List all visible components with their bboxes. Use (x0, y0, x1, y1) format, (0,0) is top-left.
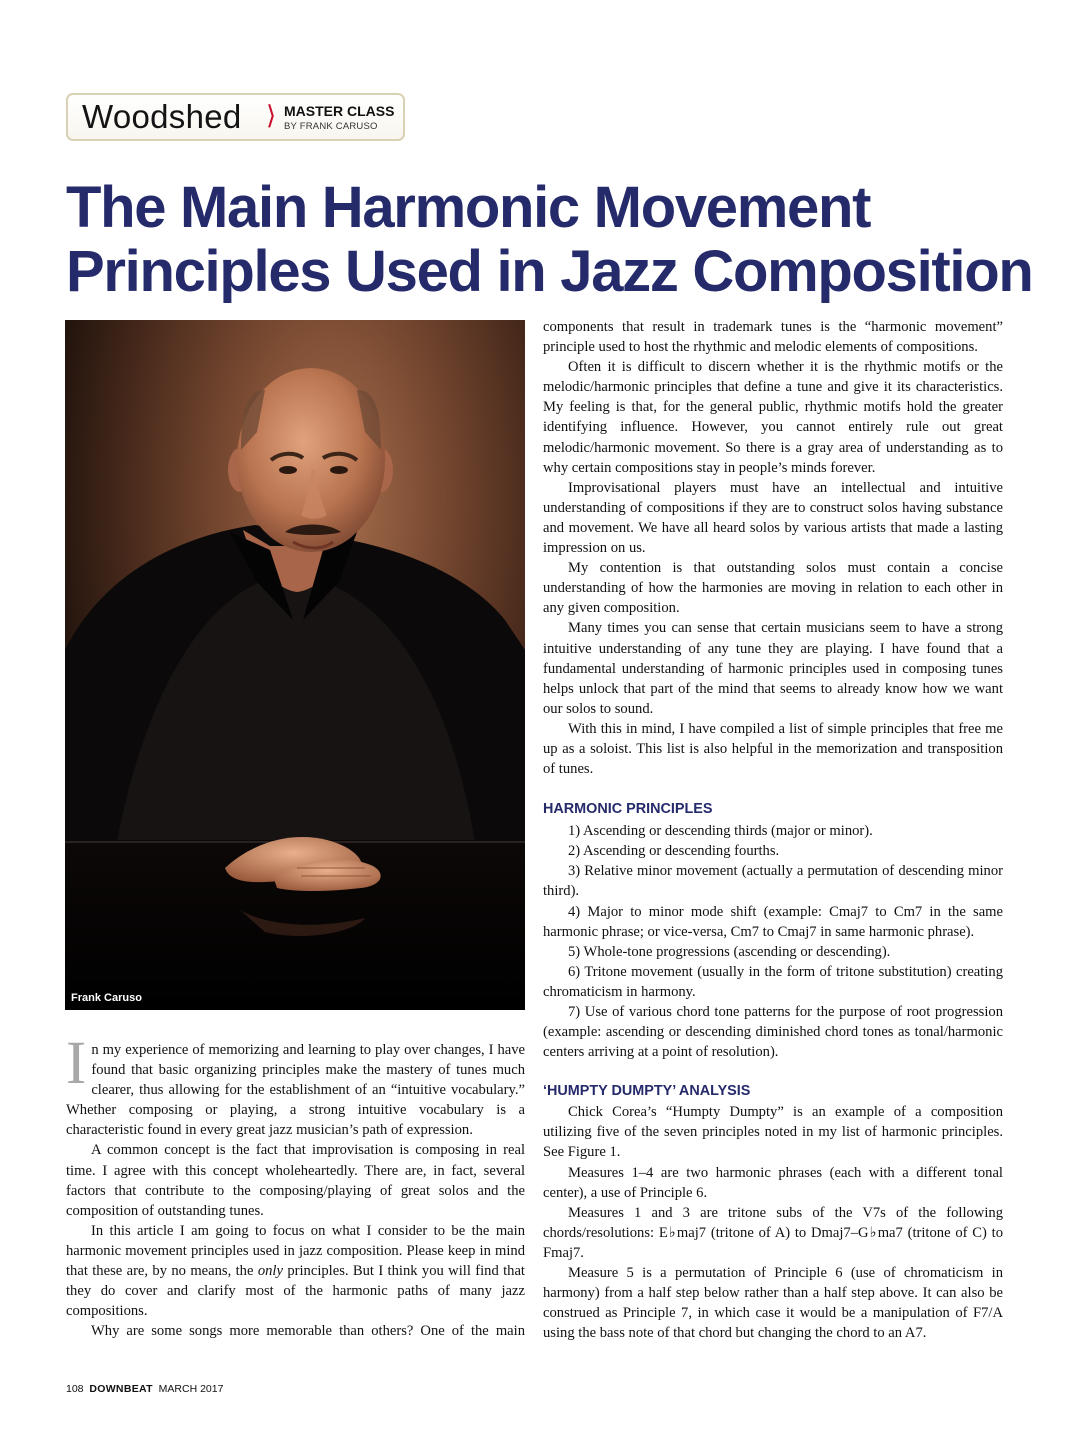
headline-line-2: Principles Used in Jazz Composition (66, 239, 1033, 304)
body-paragraph: Improvisational players must have an intellectual and intuitive understanding of compositions if they are to construct solos having substance and movement. We have all heard solos by various artists that made a lasting impression on us. (543, 479, 1003, 557)
chevron-right-icon: ⟩ (266, 100, 277, 130)
body-paragraph: components that result in trademark tunes is the “harmonic movement” principle used to host the rhythmic and melodic elements of compositions. (543, 319, 1003, 356)
principle-item: 4) Major to minor mode shift (example: Cmaj7 to Cm7 in the same harmonic phrase; or vice-versa, Cm7 to Cmaj7 in same harmonic phrase). (543, 903, 1003, 940)
body-paragraph: Measures 1 and 3 are tritone subs of the V7s of the following chords/resolutions: E♭maj7 (tritone of A) to Dmaj7–G♭ma7 (tritone of C) to Fmaj7. (543, 1204, 1003, 1261)
principle-item: 7) Use of various chord tone patterns for the purpose of root progression (example: ascending or descending diminished chord tones as tonal/harmonic centers arriving at a point of resolution). (543, 1004, 1003, 1061)
issue-date: MARCH 2017 (158, 1383, 224, 1395)
section-heading: ‘HUMPTY DUMPTY’ ANALYSIS (543, 1083, 751, 1100)
section-banner (66, 93, 405, 141)
magazine-name: DOWNBEAT (89, 1383, 153, 1395)
drop-cap: I (66, 1030, 87, 1097)
body-paragraph: Measure 5 is a permutation of Principle 6 (use of chromaticism in harmony) from a half step below rather than a half step above. It can also be construed as Principle 7, in which case it would be a manipulation of F7/A using the bass note of that chord but changing the chord to an A7. (543, 1265, 1003, 1342)
left-column (66, 1030, 525, 1341)
principle-item: 1) Ascending or descending thirds (major or minor). (568, 823, 873, 840)
photo-caption: Frank Caruso (71, 992, 142, 1004)
body-paragraph: Chick Corea’s “Humpty Dumpty” is an example of a composition utilizing five of the seven principles noted in my list of harmonic principles. See Figure 1. (543, 1104, 1003, 1161)
body-paragraph: My contention is that outstanding solos must contain a concise understanding of how the harmonies are moving in relation to each other in any given composition. (543, 560, 1003, 617)
body-paragraph: Measures 1–4 are two harmonic phrases (each with a different tonal center), a use of Principle 6. (543, 1164, 1003, 1201)
principle-item: 2) Ascending or descending fourths. (568, 843, 780, 860)
right-column (543, 317, 1003, 1343)
author-photo (65, 320, 525, 1010)
byline: BY FRANK CARUSO (284, 121, 378, 132)
body-paragraph: In this article I am going to focus on what I consider to be the main harmonic movement principles used in jazz composition. Please keep in mind that these are, by no means, the only principles. But I think you will find that they do cover and clarify most of the harmonic paths of many jazz compositions. (66, 1222, 525, 1320)
intro-paragraph: In my experience of memorizing and learning to play over changes, I have found that basic organizing principles make the mastery of tunes much clearer, thus allowing for the establishment of an “intuitive vocabulary.” Whether composing or playing, a strong intuitive vocabulary is a characteristic found in every great jazz musician’s path of expression. (66, 1030, 525, 1139)
principle-item: 3) Relative minor movement (actually a permutation of descending minor third). (543, 863, 1003, 900)
article-headline (66, 176, 1056, 304)
principle-item: 6) Tritone movement (usually in the form of tritone substitution) creating chromaticism in harmony. (543, 963, 1003, 1000)
body-paragraph: Many times you can sense that certain musicians seem to have a strong intuitive understanding of any tune they are playing. I have found that a fundamental understanding of harmonic principles used in composing tunes helps unlock that part of the mind that seems to already know how we want our solos to sound. (543, 620, 1003, 717)
column-name: MASTER CLASS (284, 103, 395, 119)
principle-item: 5) Whole-tone progressions (ascending or descending). (568, 943, 891, 960)
body-paragraph: A common concept is the fact that improvisation is composing in real time. I agree with this concept wholeheartedly. There are, in fact, several factors that contribute to the composing/playing of great solos and the composition of outstanding tunes. (66, 1142, 525, 1219)
portrait-illustration (65, 320, 525, 1010)
body-paragraph: With this in mind, I have compiled a list of simple principles that free me up as a soloist. This list is also helpful in the memorization and transposition of tunes. (543, 720, 1003, 778)
section-name: Woodshed (82, 98, 242, 135)
body-paragraph: Why are some songs more memorable than others? One of the main (91, 1323, 525, 1340)
page-number: 108 (66, 1383, 84, 1395)
section-heading: HARMONIC PRINCIPLES (543, 801, 713, 818)
headline-line-1: The Main Harmonic Movement (66, 175, 871, 240)
body-paragraph: Often it is difficult to discern whether it is the rhythmic motifs or the melodic/harmonic principles that define a tune and give it its characteristics. My feeling is that, for the general public, rhythmic motifs hold the greater identifying influence. However, you cannot entirely rule out great melodic/harmonic movement. So there is a gray area of understanding as to why certain compositions stay in people’s minds forever. (543, 359, 1003, 476)
page-folio (66, 1383, 223, 1395)
